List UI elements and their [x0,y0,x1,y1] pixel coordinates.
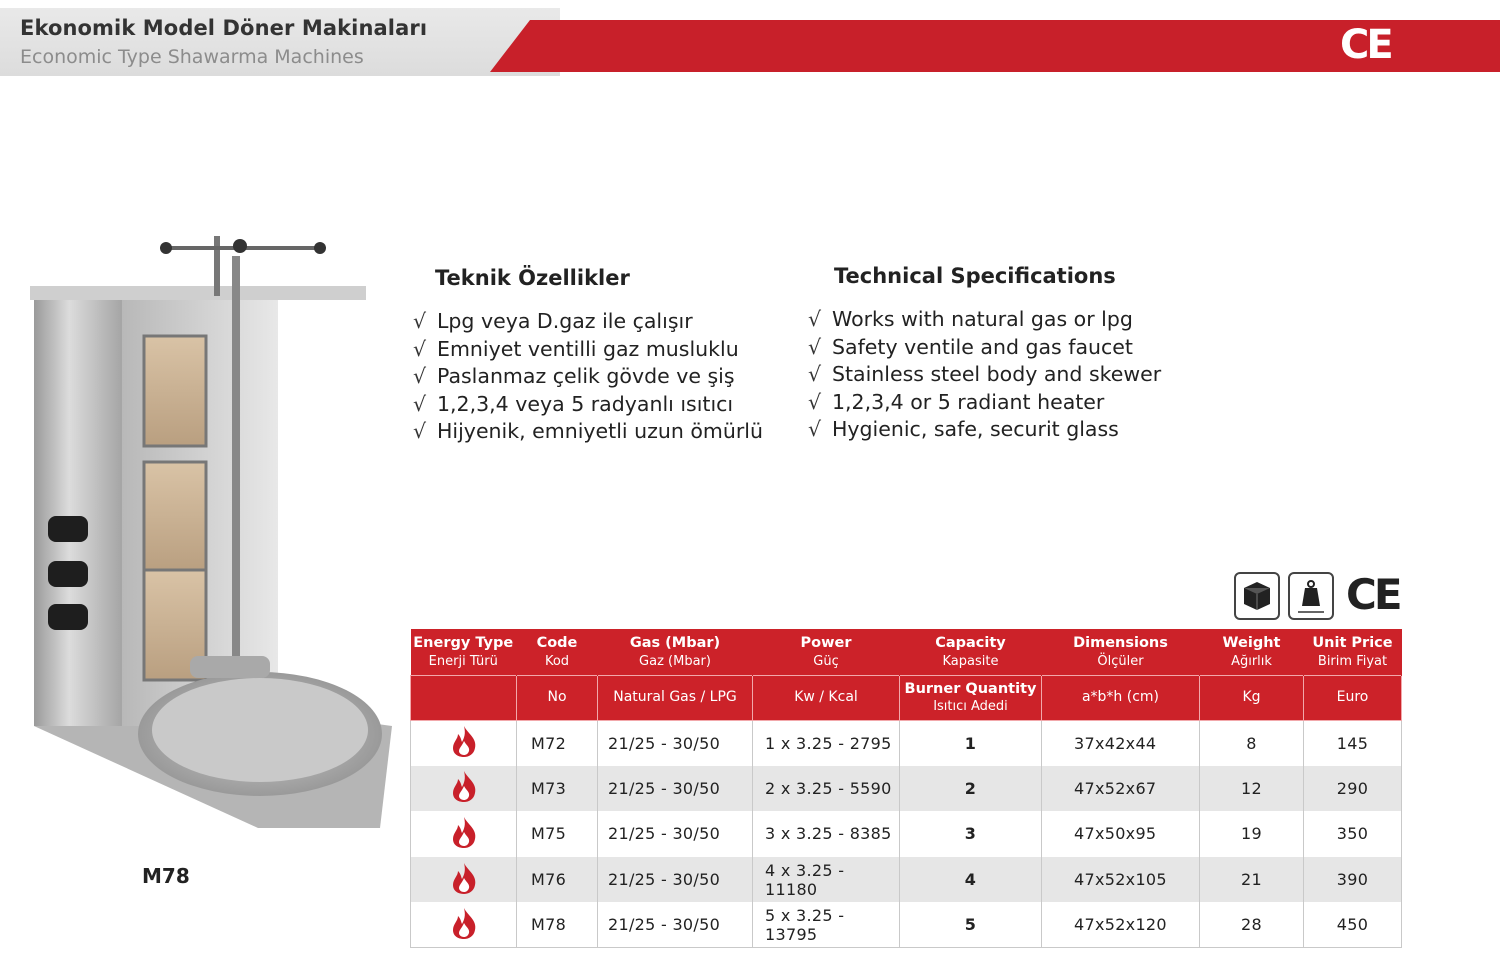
cell-code: M78 [517,902,598,948]
spec-item: √ 1,2,3,4 or 5 radiant heater [808,389,1161,417]
col-energy-type: Energy Type Enerji Türü [411,629,517,675]
cell-power: 2 x 3.25 - 5590 [753,766,900,812]
unit-price: Euro [1304,675,1402,720]
package-icon [1234,572,1280,620]
cell-power: 4 x 3.25 - 11180 [753,857,900,903]
cell-weight: 12 [1200,766,1304,812]
ce-mark: CE [1346,570,1400,619]
spec-item: √ Hijyenik, emniyetli uzun ömürlü [413,418,763,446]
unit-power: Kw / Kcal [753,675,900,720]
unit-dimensions: a*b*h (cm) [1042,675,1200,720]
page-subtitle: Economic Type Shawarma Machines [20,46,364,68]
col-weight: Weight Ağırlık [1200,629,1304,675]
cell-code: M72 [517,720,598,766]
table-row [411,857,1402,903]
col-gas: Gas (Mbar) Gaz (Mbar) [598,629,753,675]
cell-power: 5 x 3.25 - 13795 [753,902,900,948]
cell-gas: 21/25 - 30/50 [598,766,753,812]
page-title: Ekonomik Model Döner Makinaları [20,16,428,40]
unit-gas: Natural Gas / LPG [598,675,753,720]
flame-icon [411,857,517,903]
table-row [411,811,1402,857]
cell-dimensions: 47x52x67 [1042,766,1200,812]
table-units-row [411,675,1402,720]
specs-list-tr [413,308,763,446]
spec-item: √ Lpg veya D.gaz ile çalışır [413,308,763,336]
cell-dimensions: 47x52x120 [1042,902,1200,948]
cell-burners: 2 [900,766,1042,812]
ce-mark-header: CE [1340,22,1391,68]
flame-icon [411,811,517,857]
cell-burners: 3 [900,811,1042,857]
col-capacity: Capacity Kapasite [900,629,1042,675]
specs-title-en: Technical Specifications [834,264,1116,288]
spec-item: √ Works with natural gas or lpg [808,306,1161,334]
check-icon: √ [413,391,427,416]
spec-item: √ Emniyet ventilli gaz musluklu [413,336,763,364]
flame-icon [411,720,517,766]
col-price: Unit Price Birim Fiyat [1304,629,1402,675]
unit-weight: Kg [1200,675,1304,720]
cell-code: M73 [517,766,598,812]
cell-price: 145 [1304,720,1402,766]
check-icon: √ [808,417,822,441]
spec-item: √ Paslanmaz çelik gövde ve şiş [413,363,763,391]
cell-power: 1 x 3.25 - 2795 [753,720,900,766]
cell-code: M75 [517,811,598,857]
cell-burners: 1 [900,720,1042,766]
cell-gas: 21/25 - 30/50 [598,857,753,903]
weight-icon [1288,572,1334,620]
spec-item: √ 1,2,3,4 veya 5 radyanlı ısıtıcı [413,391,763,419]
check-icon: √ [413,364,427,388]
table-header-row [411,629,1402,675]
specs-turkish [413,266,763,446]
cell-code: M76 [517,857,598,903]
check-icon: √ [808,307,822,331]
check-icon: √ [413,309,427,333]
unit-code: No [517,675,598,720]
spec-item: √ Hygienic, safe, securit glass [808,416,1161,444]
doner-machine-image [28,236,398,836]
cell-weight: 28 [1200,902,1304,948]
unit-energy [411,675,517,720]
cell-price: 350 [1304,811,1402,857]
cell-gas: 21/25 - 30/50 [598,811,753,857]
table-row [411,902,1402,948]
unit-capacity: Burner Quantity Isıtıcı Adedi [900,675,1042,720]
model-label: M78 [142,864,190,888]
flame-icon [411,902,517,948]
cell-gas: 21/25 - 30/50 [598,902,753,948]
col-dimensions: Dimensions Ölçüler [1042,629,1200,675]
cell-dimensions: 47x50x95 [1042,811,1200,857]
cell-dimensions: 47x52x105 [1042,857,1200,903]
cell-weight: 19 [1200,811,1304,857]
cell-price: 450 [1304,902,1402,948]
table-row [411,720,1402,766]
check-icon: √ [808,334,822,359]
cell-weight: 21 [1200,857,1304,903]
check-icon: √ [808,362,822,386]
check-icon: √ [413,336,427,361]
specs-list-en [808,306,1161,444]
cell-burners: 4 [900,857,1042,903]
flame-icon [411,766,517,812]
cell-price: 390 [1304,857,1402,903]
col-power: Power Güç [753,629,900,675]
cell-burners: 5 [900,902,1042,948]
check-icon: √ [413,419,427,443]
spec-item: √ Safety ventile and gas faucet [808,334,1161,362]
price-table [410,629,1402,948]
specs-english [808,264,1162,444]
check-icon: √ [808,389,822,414]
col-code: Code Kod [517,629,598,675]
cell-dimensions: 37x42x44 [1042,720,1200,766]
spec-item: √ Stainless steel body and skewer [808,361,1161,389]
table-row [411,766,1402,812]
cell-price: 290 [1304,766,1402,812]
cell-power: 3 x 3.25 - 8385 [753,811,900,857]
specs-title-tr: Teknik Özellikler [435,266,630,290]
cell-weight: 8 [1200,720,1304,766]
cell-gas: 21/25 - 30/50 [598,720,753,766]
certification-badges [1234,570,1400,622]
